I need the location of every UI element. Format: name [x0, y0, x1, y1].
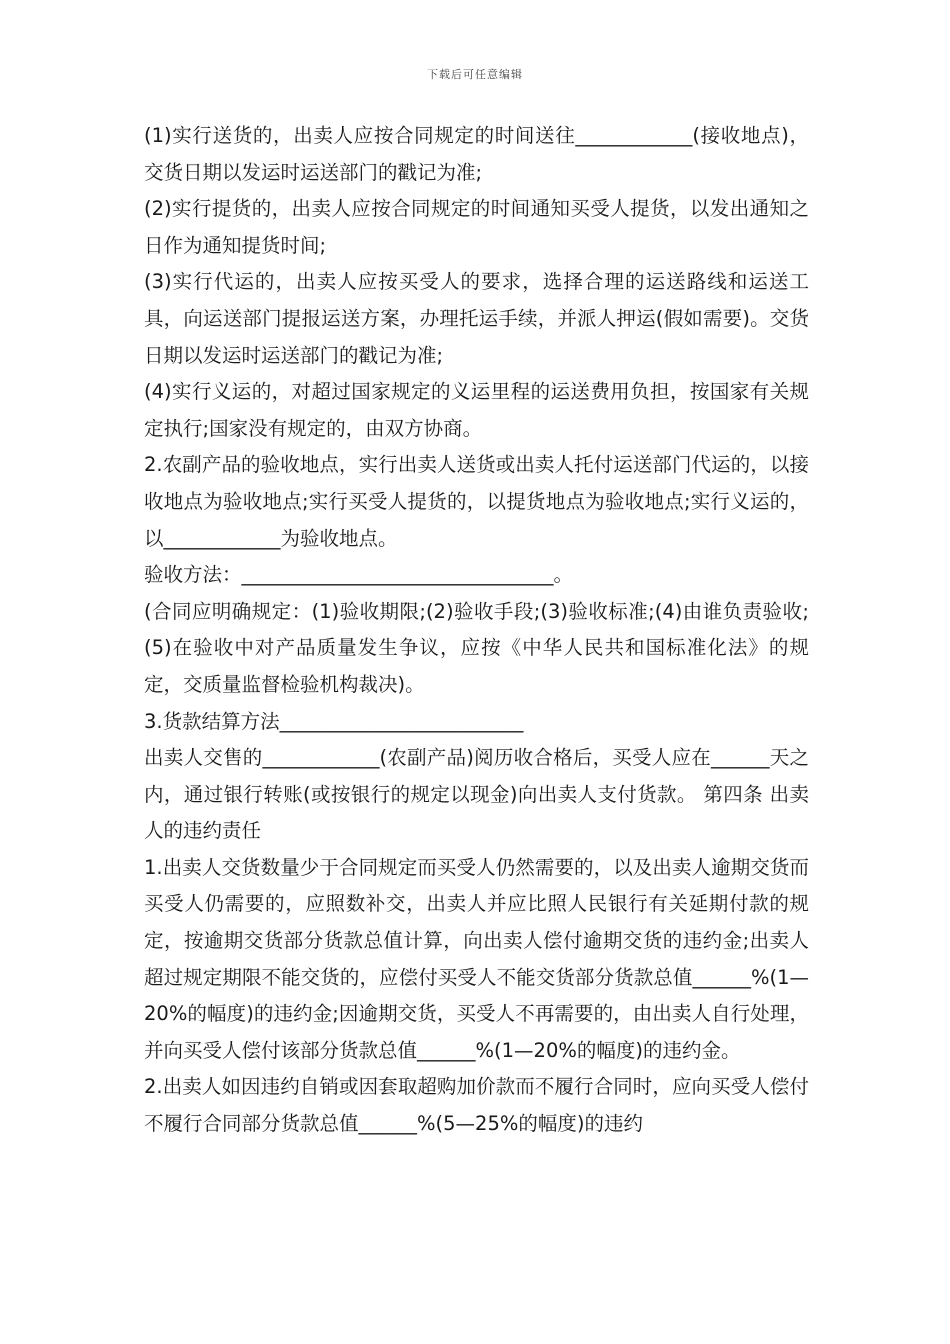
clause-payment-terms: 出卖人交售的____________(农副产品)阅历收合格后，买受人应在______天之内，通过银行转账(或按银行的规定以现金)向出卖人支付货款。 第四条 出卖人的违约责任 [144, 746, 809, 843]
clause-delivery-4: (4)实行义运的，对超过国家规定的义运里程的运送费用负担，按国家有关规定执行;国家没有规定的，由双方协商。 [144, 380, 809, 440]
clause-inspection-note: (合同应明确规定：(1)验收期限;(2)验收手段;(3)验收标准;(4)由谁负责验收;(5)在验收中对产品质量发生争议，应按《中华人民共和国标准化法》的规定，交质量监督检验机构裁决)。 [144, 599, 809, 696]
clause-seller-liability-1: 1.出卖人交货数量少于合同规定而买受人仍然需要的，以及出卖人逾期交货而买受人仍需要的，应照数补交，出卖人并应比照人民银行有关延期付款的规定，按逾期交货部分货款总值计算，向出卖人偿付逾期交货的违约金;出卖人超过规定期限不能交货的，应偿付买受人不能交货部分货款总值______%(1—20%的幅度)的违约金;因逾期交货，买受人不再需要的，由出卖人自行处理，并向买受人偿付该部分货款总值______%(1—20%的幅度)的违约金。 [144, 855, 809, 1062]
clause-inspection-location: 2.农副产品的验收地点，实行出卖人送货或出卖人托付运送部门代运的，以接收地点为验收地点;实行买受人提货的，以提货地点为验收地点;实行义运的，以____________为验收地点。 [144, 453, 809, 550]
clause-delivery-2: (2)实行提货的，出卖人应按合同规定的时间通知买受人提货，以发出通知之日作为通知提货时间; [144, 197, 809, 257]
clause-delivery-1: (1)实行送货的，出卖人应按合同规定的时间送往____________(接收地点)，交货日期以发运时运送部门的戳记为准; [144, 124, 809, 184]
page-header: 下载后可任意编辑 [427, 68, 523, 81]
clause-payment-method: 3.货款结算方法_________________________ [144, 709, 524, 733]
clause-delivery-3: (3)实行代运的，出卖人应按买受人的要求，选择合理的运送路线和运送工具，向运送部门提报运送方案，办理托运手续，并派人押运(假如需要)。交货日期以发运时运送部门的戳记为准; [144, 270, 809, 367]
clause-inspection-method: 验收方法：________________________________。 [144, 563, 574, 587]
clause-seller-liability-2: 2.出卖人如因违约自销或因套取超购加价款而不履行合同时，应向买受人偿付不履行合同部分货款总值______%(5—25%的幅度)的违约 [144, 1075, 809, 1136]
document-body [144, 118, 809, 1143]
